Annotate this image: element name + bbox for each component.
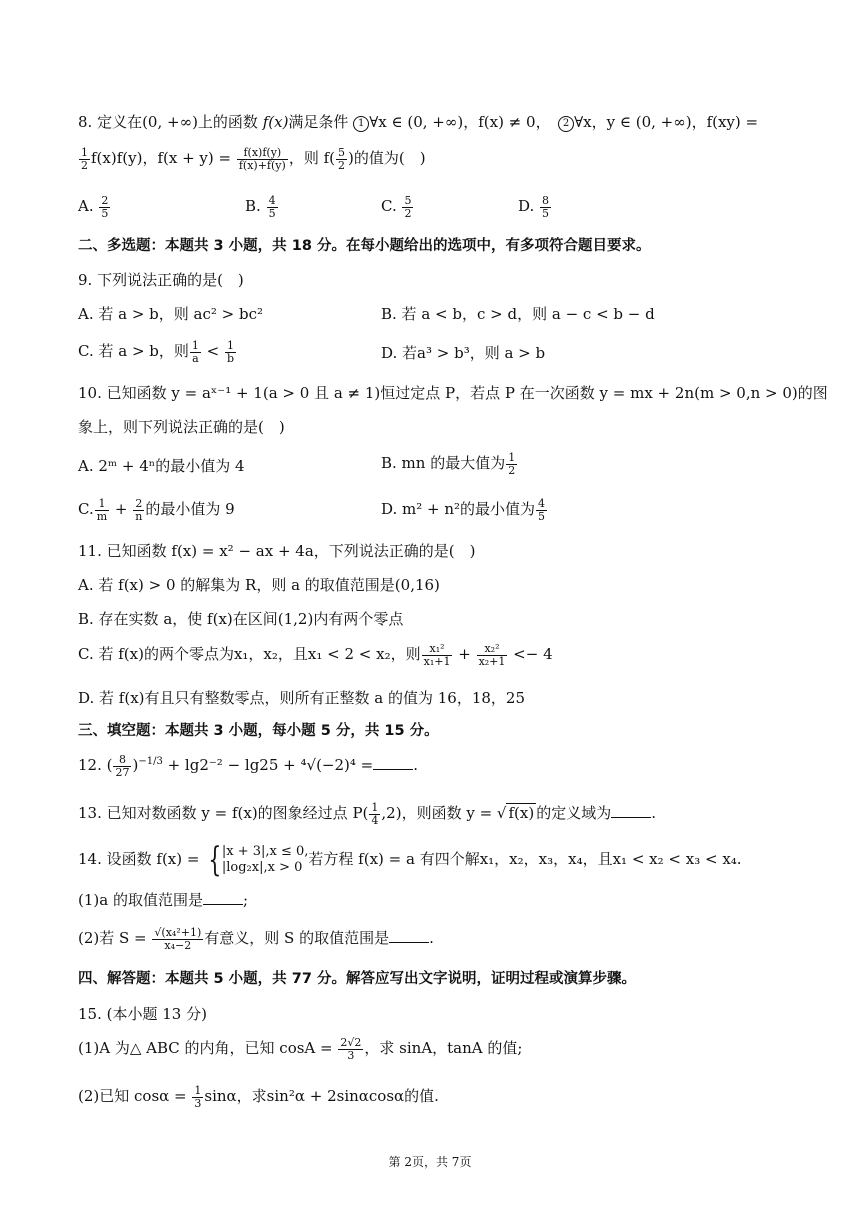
q8-arg-fraction: $\frac{5}{2}$ — [338, 146, 345, 172]
q13-line: 13. 已知对数函数 y = f(x)的图象经过点 P( $\frac{1}{4}$ ,2)，则函数 y = √ f(x) 的定义域为 . — [78, 801, 656, 827]
q14-part1-blank[interactable] — [203, 903, 243, 905]
q10-line1: 10. 已知函数 y = aˣ⁻¹ + 1(a > 0 且 a ≠ 1)恒过定点 P，若点 P 在一次函数 y = mx + 2n(m > 0,n > 0)的图 — [78, 384, 828, 402]
circle-number-1: 1 — [353, 116, 369, 132]
q9-option-a: A. 若 a > b，则 ac² > bc² — [78, 305, 264, 323]
q8-cond1: ∀x ∈ (0, +∞)，f(x) ≠ 0， — [369, 113, 544, 131]
q8-option-a: A. $\frac{2}{5}$ — [78, 194, 109, 220]
brace-symbol: { — [208, 840, 222, 880]
q12-answer-blank[interactable] — [373, 768, 413, 770]
q14-part2: (2)若 S = $\frac{\text{√(x₄²+1)}}{\text{x₄−2}}$ 有意义，则 S 的取值范围是 . — [78, 926, 434, 952]
q10-line2: 象上，则下列说法正确的是( ) — [78, 418, 285, 436]
q11-option-c: C. 若 f(x)的两个零点为x₁，x₂，且x₁ < 2 < x₂，则 $\frac{\text{x₁²}}{\text{x₁+1}}$ + $\frac{\text{x₂²}}{\text{x₂+1}}$ <− 4 — [78, 642, 553, 668]
q15-part2: (2)已知 cosα = $\frac{1}{3}$ sinα，求sin²α + 2sinαcosα的值. — [78, 1084, 439, 1110]
q11-option-a: A. 若 f(x) > 0 的解集为 R，则 a 的取值范围是(0,16) — [78, 576, 440, 594]
circle-number-2: 2 — [558, 116, 574, 132]
q8-cond-label: 满足条件 — [288, 113, 354, 131]
q8-line2-c: )的值为( ) — [348, 149, 426, 168]
q10-option-c: C. $\frac{1}{m}$ + $\frac{2}{n}$ 的最小值为 9 — [78, 497, 235, 523]
q15-part1: (1)A 为△ ABC 的内角，已知 cosA = $\frac{2√2}{3}$ ，求 sinA，tanA 的值; — [78, 1036, 523, 1062]
q8-line2-a: f(x)f(y)，f(x + y) = — [91, 149, 236, 168]
q11-option-d: D. 若 f(x)有且只有整数零点，则所有正整数 a 的值为 16，18，25 — [78, 689, 526, 707]
q9-option-d: D. 若a³ > b³，则 a > b — [381, 344, 546, 362]
q8-line1 — [78, 113, 758, 132]
q9-option-c: C. 若 a > b，则 $\frac{1}{a}$ < $\frac{1}{b}$ — [78, 339, 235, 365]
q9-option-b: B. 若 a < b，c > d，则 a − c < b − d — [381, 305, 655, 323]
page-footer: 第 2页，共 7页 — [388, 1155, 472, 1169]
q14-piecewise: |x + 3|,x ≤ 0, |log₂x|,x > 0 — [221, 843, 309, 875]
q8-line2-b: ，则 f( — [288, 149, 335, 168]
q15-title: 15. (本小题 13 分) — [78, 1005, 207, 1023]
q10-option-d: D. m² + n²的最小值为 $\frac{4}{5}$ — [381, 497, 546, 523]
q14-line: 14. 设函数 f(x) = { |x + 3|,x ≤ 0, |log₂x|,x > 0 若方程 f(x) = a 有四个解x₁，x₂，x₃，x₄，且x₁ < x₂ < x₃ < x₄. — [78, 840, 742, 880]
q12-line: 12. ( $\frac{8}{27}$ )$^{-1/3}$ + lg2⁻² − lg25 + ⁴√(−2)⁴ = . — [78, 753, 419, 779]
q13-answer-blank[interactable] — [611, 816, 651, 818]
section-2-heading: 二、多选题：本题共 3 小题，共 18 分。在每小题给出的选项中，有多项符合题目要求。 — [78, 238, 651, 254]
section-3-heading: 三、填空题：本题共 3 小题，每小题 5 分，共 15 分。 — [78, 723, 439, 739]
q14-part2-blank[interactable] — [389, 941, 429, 943]
q11-option-b: B. 存在实数 a，使 f(x)在区间(1,2)内有两个零点 — [78, 610, 404, 628]
q8-option-b: B. $\frac{4}{5}$ — [245, 194, 276, 220]
q9-stem: 9. 下列说法正确的是( ) — [78, 271, 244, 289]
q8-cond2: ∀x，y ∈ (0, +∞)，f(xy) = — [574, 113, 759, 131]
q10-option-a: A. 2ᵐ + 4ⁿ的最小值为 4 — [78, 457, 245, 475]
q8-line2 — [78, 147, 426, 171]
q8-func: f(x) — [262, 113, 289, 131]
q14-part1: (1)a 的取值范围是 ; — [78, 891, 249, 909]
q8-option-c: C. $\frac{5}{2}$ — [381, 194, 412, 220]
q10-option-b: B. mn 的最大值为 $\frac{1}{2}$ — [381, 451, 516, 477]
q11-stem: 11. 已知函数 f(x) = x² − ax + 4a，下列说法正确的是( ) — [78, 542, 476, 560]
q8-option-d: D. $\frac{8}{5}$ — [518, 194, 550, 220]
q8-half-fraction: $\frac{1}{2}$ — [81, 146, 88, 172]
q8-main-fraction: $\frac{f(x)f(y)}{f(x)+f(y)}$ — [238, 146, 286, 172]
q8-intro: 8. 定义在(0, +∞)上的函数 — [78, 113, 263, 131]
section-4-heading: 四、解答题：本题共 5 小题，共 77 分。解答应写出文字说明，证明过程或演算步骤。 — [78, 971, 636, 987]
